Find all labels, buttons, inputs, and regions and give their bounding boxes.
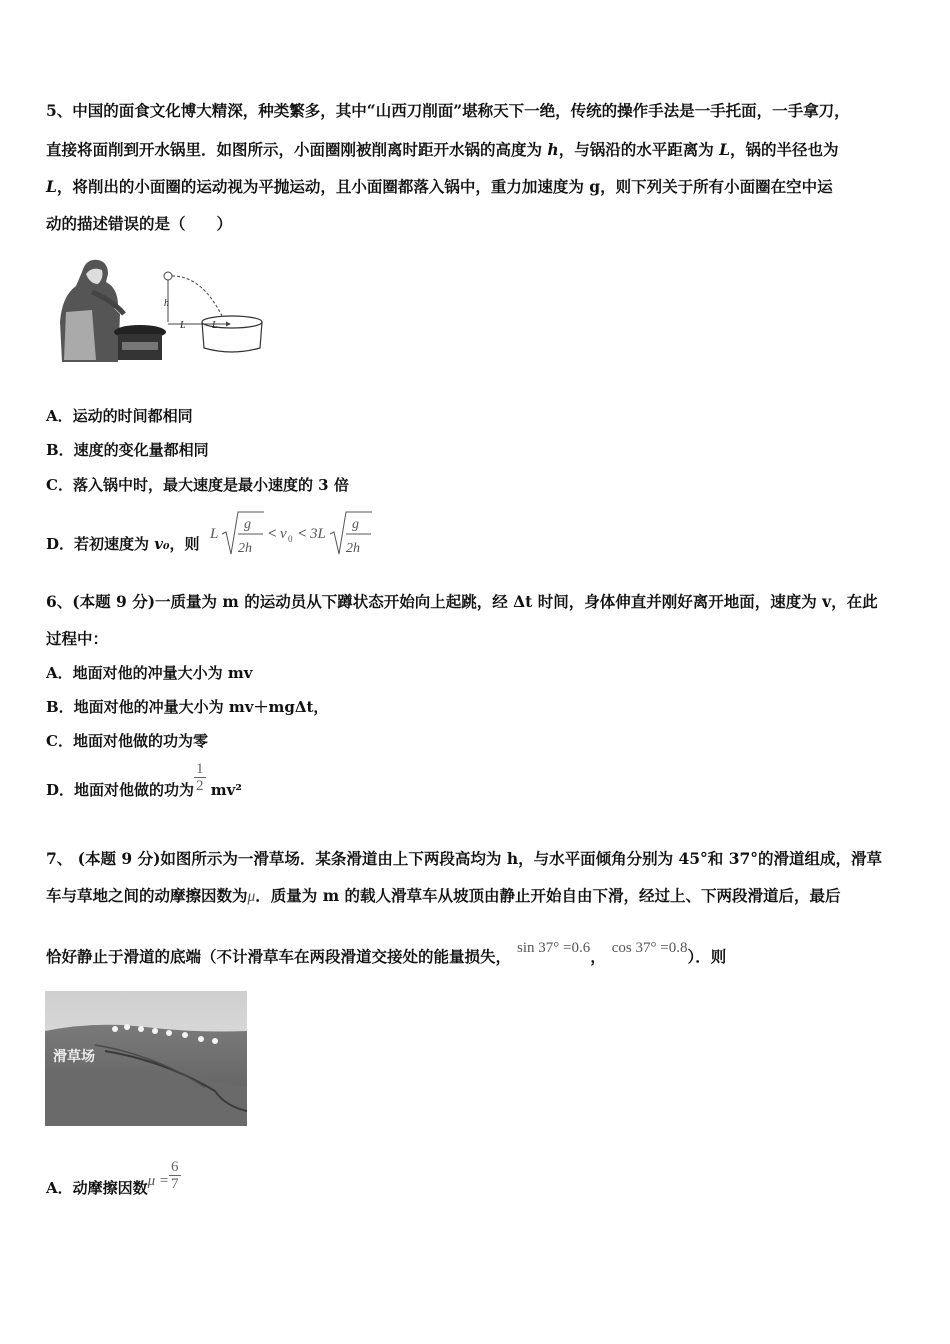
q7-fraction-num: 6 <box>171 1158 179 1175</box>
q5-var-h: h <box>547 140 559 159</box>
q5-var-L: L <box>719 140 730 159</box>
q5-option-d-prefix: D．若初速度为 <box>46 535 155 553</box>
formula-g2: g <box>352 517 359 532</box>
q7-line-2b: ．质量为 m 的载人滑草车从坡顶由静止开始自由下滑，经过上、下两段滑道后，最后 <box>255 886 841 905</box>
q6-option-d-prefix: D．地面对他做的功为 <box>46 781 195 799</box>
q6-fraction-den: 2 <box>196 777 204 794</box>
q5-line-2a: 直接将面削到开水锅里．如图所示，小面圈刚被削离时距开水锅的高度为 <box>46 140 548 159</box>
q6-line-2: 过程中： <box>46 629 109 648</box>
label-h: h <box>164 298 169 309</box>
q6-option-c: C．地面对他做的功为零 <box>46 732 208 750</box>
formula-v: v <box>280 526 287 542</box>
q5-line-4: 动的描述错误的是（ ） <box>46 214 233 233</box>
q6-fraction-half <box>194 761 206 794</box>
q6-line-1: 6、(本题 9 分)一质量为 m 的运动员从下蹲状态开始向上起跳，经 Δt 时间，身体伸直并刚好离开地面，速度为 v，在此 <box>46 592 878 611</box>
q7-cos: cos 37° =0.8 <box>611 940 688 956</box>
q5-option-d-formula <box>208 508 374 560</box>
formula-g1: g <box>244 517 251 532</box>
q7-line-3a: 恰好静止于滑道的底端（不计滑草车在两段滑道交接处的能量损失， <box>46 947 512 966</box>
q7-line-3b: ）．则 <box>687 947 727 966</box>
q7-mu: μ <box>247 888 256 905</box>
q7-line-1: 7、 (本题 9 分)如图所示为一滑草场．某条滑道由上下两段高均为 h，与水平面倾角分别为 45°和 37°的滑道组成，滑草 <box>46 849 883 868</box>
q5-option-c: C．落入锅中时，最大速度是最小速度的 3 倍 <box>46 476 349 494</box>
q5-option-b: B．速度的变化量都相同 <box>46 441 209 459</box>
q6-fraction-num: 1 <box>196 760 204 777</box>
q5-line-2 <box>46 140 839 160</box>
q7-line-2a: 车与草地之间的动摩擦因数为 <box>46 886 248 905</box>
q5-line-3b: ，将削出的小面圈的运动视为平抛运动，且小面圈都落入锅中，重力加速度为 g，则下列关于所有小面圈在空中运 <box>56 177 833 196</box>
q7-fraction-den: 7 <box>171 1175 179 1192</box>
q7-comma: ， <box>590 947 606 966</box>
q5-line-2b: ，与锅沿的水平距离为 <box>558 140 720 159</box>
grass-field-sign: 滑草场 <box>53 1049 95 1065</box>
q5-line-1: 5、中国的面食文化博大精深，种类繁多，其中“山西刀削面”堪称天下一绝，传统的操作手法是一手托面，一手拿刀， <box>46 101 850 120</box>
formula-2h2: 2h <box>346 541 360 556</box>
q5-option-d <box>46 534 200 554</box>
formula-L: L <box>210 526 219 542</box>
q6-option-d-suffix: mv² <box>205 781 242 799</box>
q7-option-a-prefix: A．动摩擦因数 <box>46 1179 148 1197</box>
q5-var-L2: L <box>46 177 57 196</box>
q5-option-d-mid: ，则 <box>169 535 200 553</box>
q5-option-a: A．运动的时间都相同 <box>46 407 193 425</box>
q7-grass-field-photo <box>45 991 247 1126</box>
q5-line-2c: ，锅的半径也为 <box>730 140 839 159</box>
q7-fraction <box>169 1159 181 1192</box>
q5-option-d-v0: v₀ <box>154 535 170 553</box>
q6-option-b: B．地面对他的冲量大小为 mv＋mgΔt， <box>46 698 329 716</box>
q7-sin: sin 37° =0.6 <box>517 940 591 956</box>
formula-lt1: < <box>268 526 277 542</box>
q7-line-2 <box>46 886 841 907</box>
formula-subscript-0: 0 <box>288 534 293 544</box>
q6-option-d <box>46 760 242 800</box>
formula-2h1: 2h <box>238 541 252 556</box>
q7-line-3 <box>46 940 727 968</box>
label-L1: L <box>180 320 186 331</box>
formula-lt2: < <box>298 526 307 542</box>
q7-option-a-mu: μ = <box>147 1173 170 1189</box>
formula-3L: 3L <box>310 526 326 542</box>
label-L2: L <box>212 320 218 331</box>
q5-noodle-figure <box>52 252 264 364</box>
q7-option-a <box>46 1158 181 1199</box>
q5-line-3 <box>46 177 833 197</box>
q6-option-a: A．地面对他的冲量大小为 mv <box>46 664 253 682</box>
